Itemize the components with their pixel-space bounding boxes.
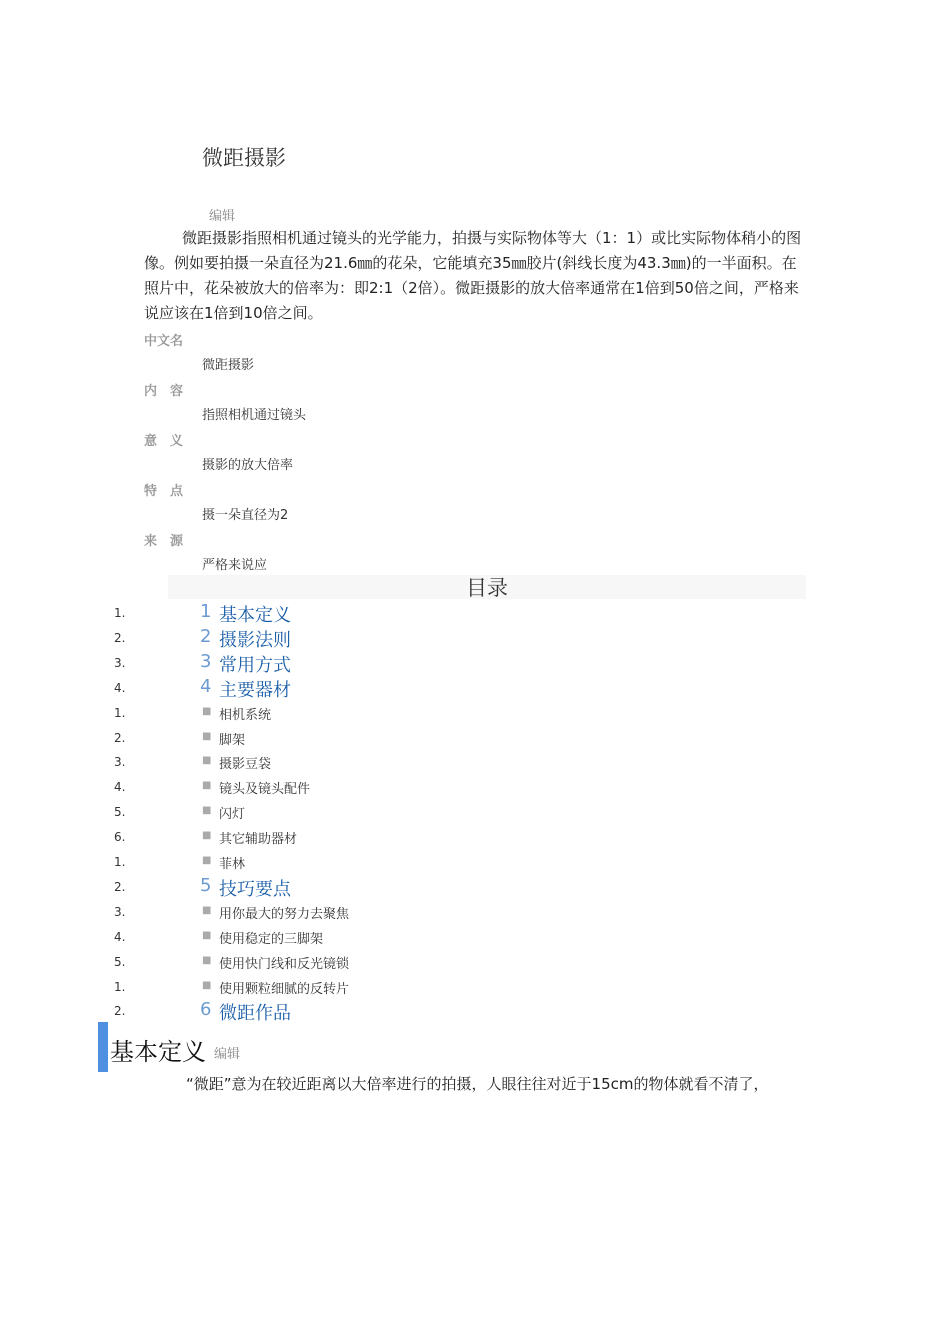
toc-list-marker: 1. <box>114 855 126 869</box>
toc-link[interactable]: 摄影法则 <box>219 629 291 651</box>
toc-item-number: 1 <box>200 601 212 622</box>
toc-list-marker: 2. <box>114 1004 126 1019</box>
infobox-label: 内 容 <box>144 384 184 399</box>
infobox-label: 意 义 <box>144 434 184 449</box>
toc-list-marker: 2. <box>114 879 126 894</box>
toc-sublink[interactable]: 相机系统 <box>219 707 272 723</box>
square-bullet-icon: ■ <box>202 805 212 817</box>
toc-list-marker: 3. <box>114 755 126 770</box>
infobox-label: 来 源 <box>144 534 184 549</box>
toc-sublink[interactable]: 其它辅助器材 <box>219 832 298 848</box>
toc-list-marker: 5. <box>114 805 126 820</box>
toc-sublink[interactable]: 脚架 <box>219 732 246 748</box>
infobox-label: 特 点 <box>144 484 184 499</box>
toc-list-marker: 1. <box>114 979 126 994</box>
square-bullet-icon: ■ <box>202 755 212 767</box>
toc-sublink[interactable]: 用你最大的努力去聚焦 <box>219 906 350 922</box>
square-bullet-icon: ■ <box>202 730 212 742</box>
toc-list-marker: 5. <box>114 954 126 969</box>
toc-list-marker: 3. <box>114 655 126 670</box>
section-edit-link[interactable]: 编辑 <box>214 1047 241 1062</box>
toc-list-marker: 1. <box>114 705 126 720</box>
square-bullet-icon: ■ <box>202 904 212 916</box>
toc-link[interactable]: 微距作品 <box>219 1003 291 1025</box>
toc-link[interactable]: 技巧要点 <box>219 878 291 900</box>
toc-sublink[interactable]: 使用稳定的三脚架 <box>219 931 324 947</box>
toc-item-number: 2 <box>200 625 212 647</box>
infobox-value: 指照相机通过镜头 <box>202 408 307 423</box>
toc-item-number: 5 <box>200 874 212 896</box>
infobox-label: 中文名 <box>144 334 184 349</box>
toc-list-marker: 4. <box>114 680 126 695</box>
toc-list-marker: 1. <box>114 606 126 620</box>
toc-item-number: 4 <box>200 675 212 697</box>
square-bullet-icon: ■ <box>202 929 212 941</box>
square-bullet-icon: ■ <box>202 780 212 792</box>
infobox-value: 摄一朵直径为2 <box>202 508 289 523</box>
toc-link[interactable]: 主要器材 <box>219 679 291 701</box>
toc-item-number: 3 <box>200 650 212 672</box>
toc-sublink[interactable]: 菲林 <box>219 857 246 872</box>
square-bullet-icon: ■ <box>202 705 212 717</box>
toc-list-marker: 3. <box>114 904 126 919</box>
toc-list-marker: 4. <box>114 780 126 795</box>
section-body: “微距”意为在较近距离以大倍率进行的拍摄，人眼往往对近于15cm的物体就看不清了， <box>186 1075 769 1093</box>
toc-sublink[interactable]: 闪灯 <box>219 807 246 823</box>
toc-link[interactable]: 常用方式 <box>219 654 291 676</box>
toc-list-marker: 2. <box>114 630 126 645</box>
toc-list-marker: 4. <box>114 929 126 944</box>
intro-paragraph: 微距摄影指照相机通过镜头的光学能力，拍摄与实际物体等大（1：1）或比实际物体稍小的图像。例如要拍摄一朵直径为21.6㎜的花朵，它能填充35㎜胶片(斜线长度为43.3㎜)的一半面积。在照片中，花朵被放大的倍率为：即2:1（2倍）。微距摄影的放大倍率通常在1倍到50倍之间，严格来说应该在1倍到10倍之间。 <box>144 229 802 322</box>
toc-sublink[interactable]: 使用颗粒细腻的反转片 <box>219 981 350 997</box>
square-bullet-icon: ■ <box>202 954 212 966</box>
square-bullet-icon: ■ <box>202 979 212 991</box>
toc-sublink[interactable]: 使用快门线和反光镜锁 <box>219 956 350 972</box>
toc-link[interactable]: 基本定义 <box>219 605 291 626</box>
article-title: 微距摄影 <box>202 146 286 170</box>
infobox-value: 微距摄影 <box>202 358 255 373</box>
toc-title: 目录 <box>466 576 508 600</box>
square-bullet-icon: ■ <box>202 830 212 842</box>
toc-list-marker: 2. <box>114 730 126 745</box>
square-bullet-icon: ■ <box>202 855 212 866</box>
infobox-value: 严格来说应 <box>202 558 268 573</box>
toc-item-number: 6 <box>200 999 212 1021</box>
section-accent-bar <box>98 1022 108 1072</box>
toc-sublink[interactable]: 镜头及镜头配件 <box>219 782 311 798</box>
edit-link[interactable]: 编辑 <box>209 209 236 224</box>
toc-list-marker: 6. <box>114 830 126 845</box>
infobox-value: 摄影的放大倍率 <box>202 458 294 473</box>
toc-sublink[interactable]: 摄影豆袋 <box>219 757 272 773</box>
section-title: 基本定义 <box>110 1038 206 1066</box>
